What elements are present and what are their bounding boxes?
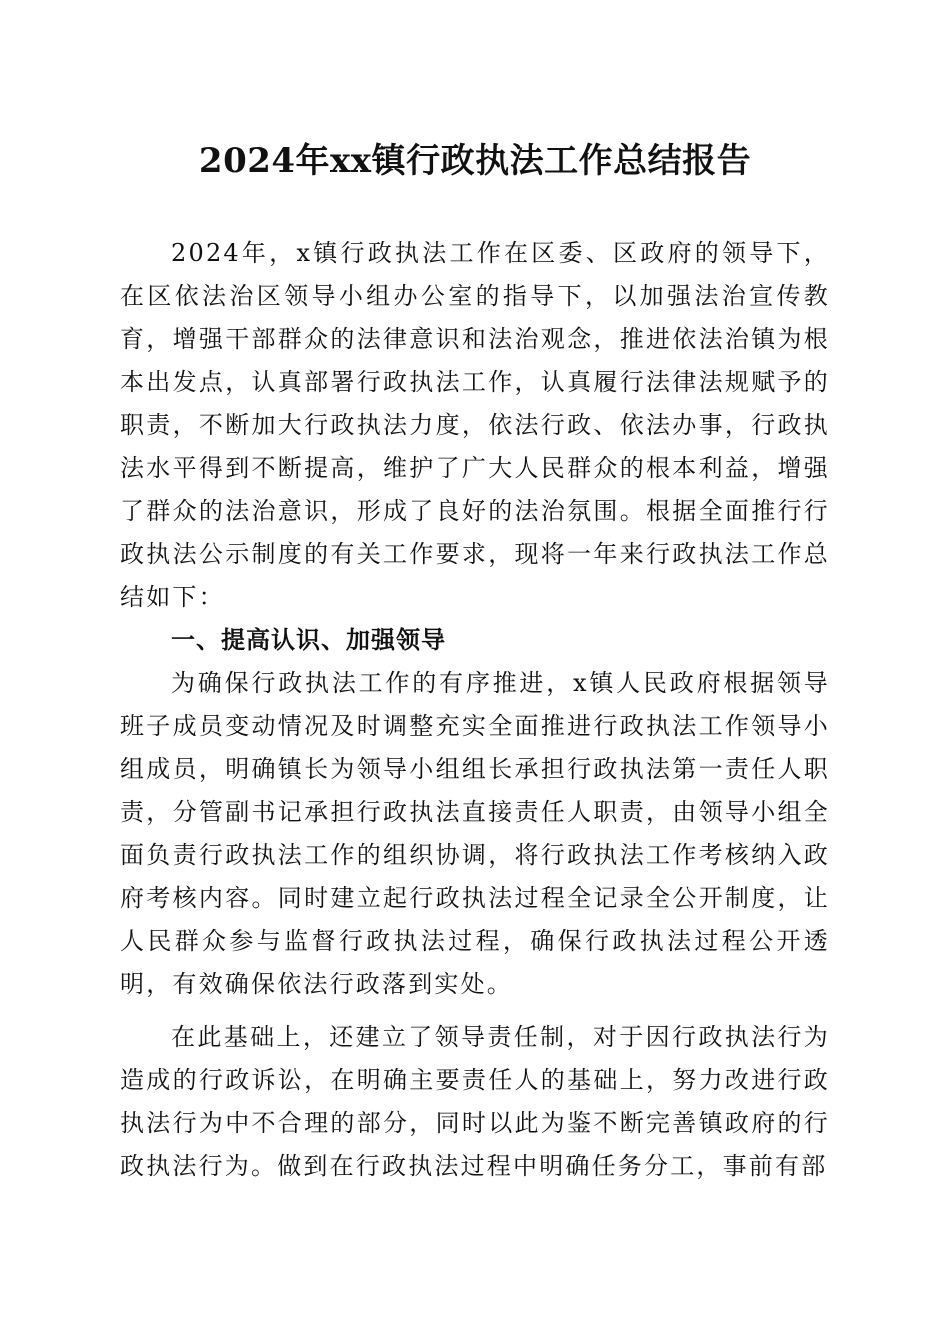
section-heading: 一、提高认识、加强领导: [171, 626, 446, 654]
intro-paragraph: 2024年，x镇行政执法工作在区委、区政府的领导下，在区依法治区领导小组办公室的指导下，以加强法治宣传教育，增强干部群众的法律意识和法治观念，推进依法治镇为根本出发点，认真部署行政执法工作，认真履行法律法规赋予的职责，不断加大行政执法力度，依法行政、依法办事，行政执法水平得到不断提高，维护了广大人民群众的根本利益，增强了群众的法治意识，形成了良好的法治氛围。根据全面推行行政执法公示制度的有关工作要求，现将一年来行政执法工作总结如下：: [120, 239, 830, 611]
document-body: [120, 232, 830, 1188]
section-paragraph: 为确保行政执法工作的有序推进，x镇人民政府根据领导班子成员变动情况及时调整充实全面推进行政执法工作领导小组成员，明确镇长为领导小组组长承担行政执法第一责任人职责，分管副书记承担行政执法直接责任人职责，由领导小组全面负责行政执法工作的组织协调，将行政执法工作考核纳入政府考核内容。同时建立起行政执法过程全记录全公开制度，让人民群众参与监督行政执法过程，确保行政执法过程公开透明，有效确保依法行政落到实处。: [120, 669, 830, 998]
document-title: 2024年xx镇行政执法工作总结报告: [198, 141, 752, 181]
section-paragraph: 在此基础上，还建立了领导责任制，对于因行政执法行为造成的行政诉讼，在明确主要责任人的基础上，努力改进行政执法行为中不合理的部分，同时以此为鉴不断完善镇政府的行政执法行为。做到在行政执法过程中明确任务分工，事前有部: [120, 1023, 830, 1180]
